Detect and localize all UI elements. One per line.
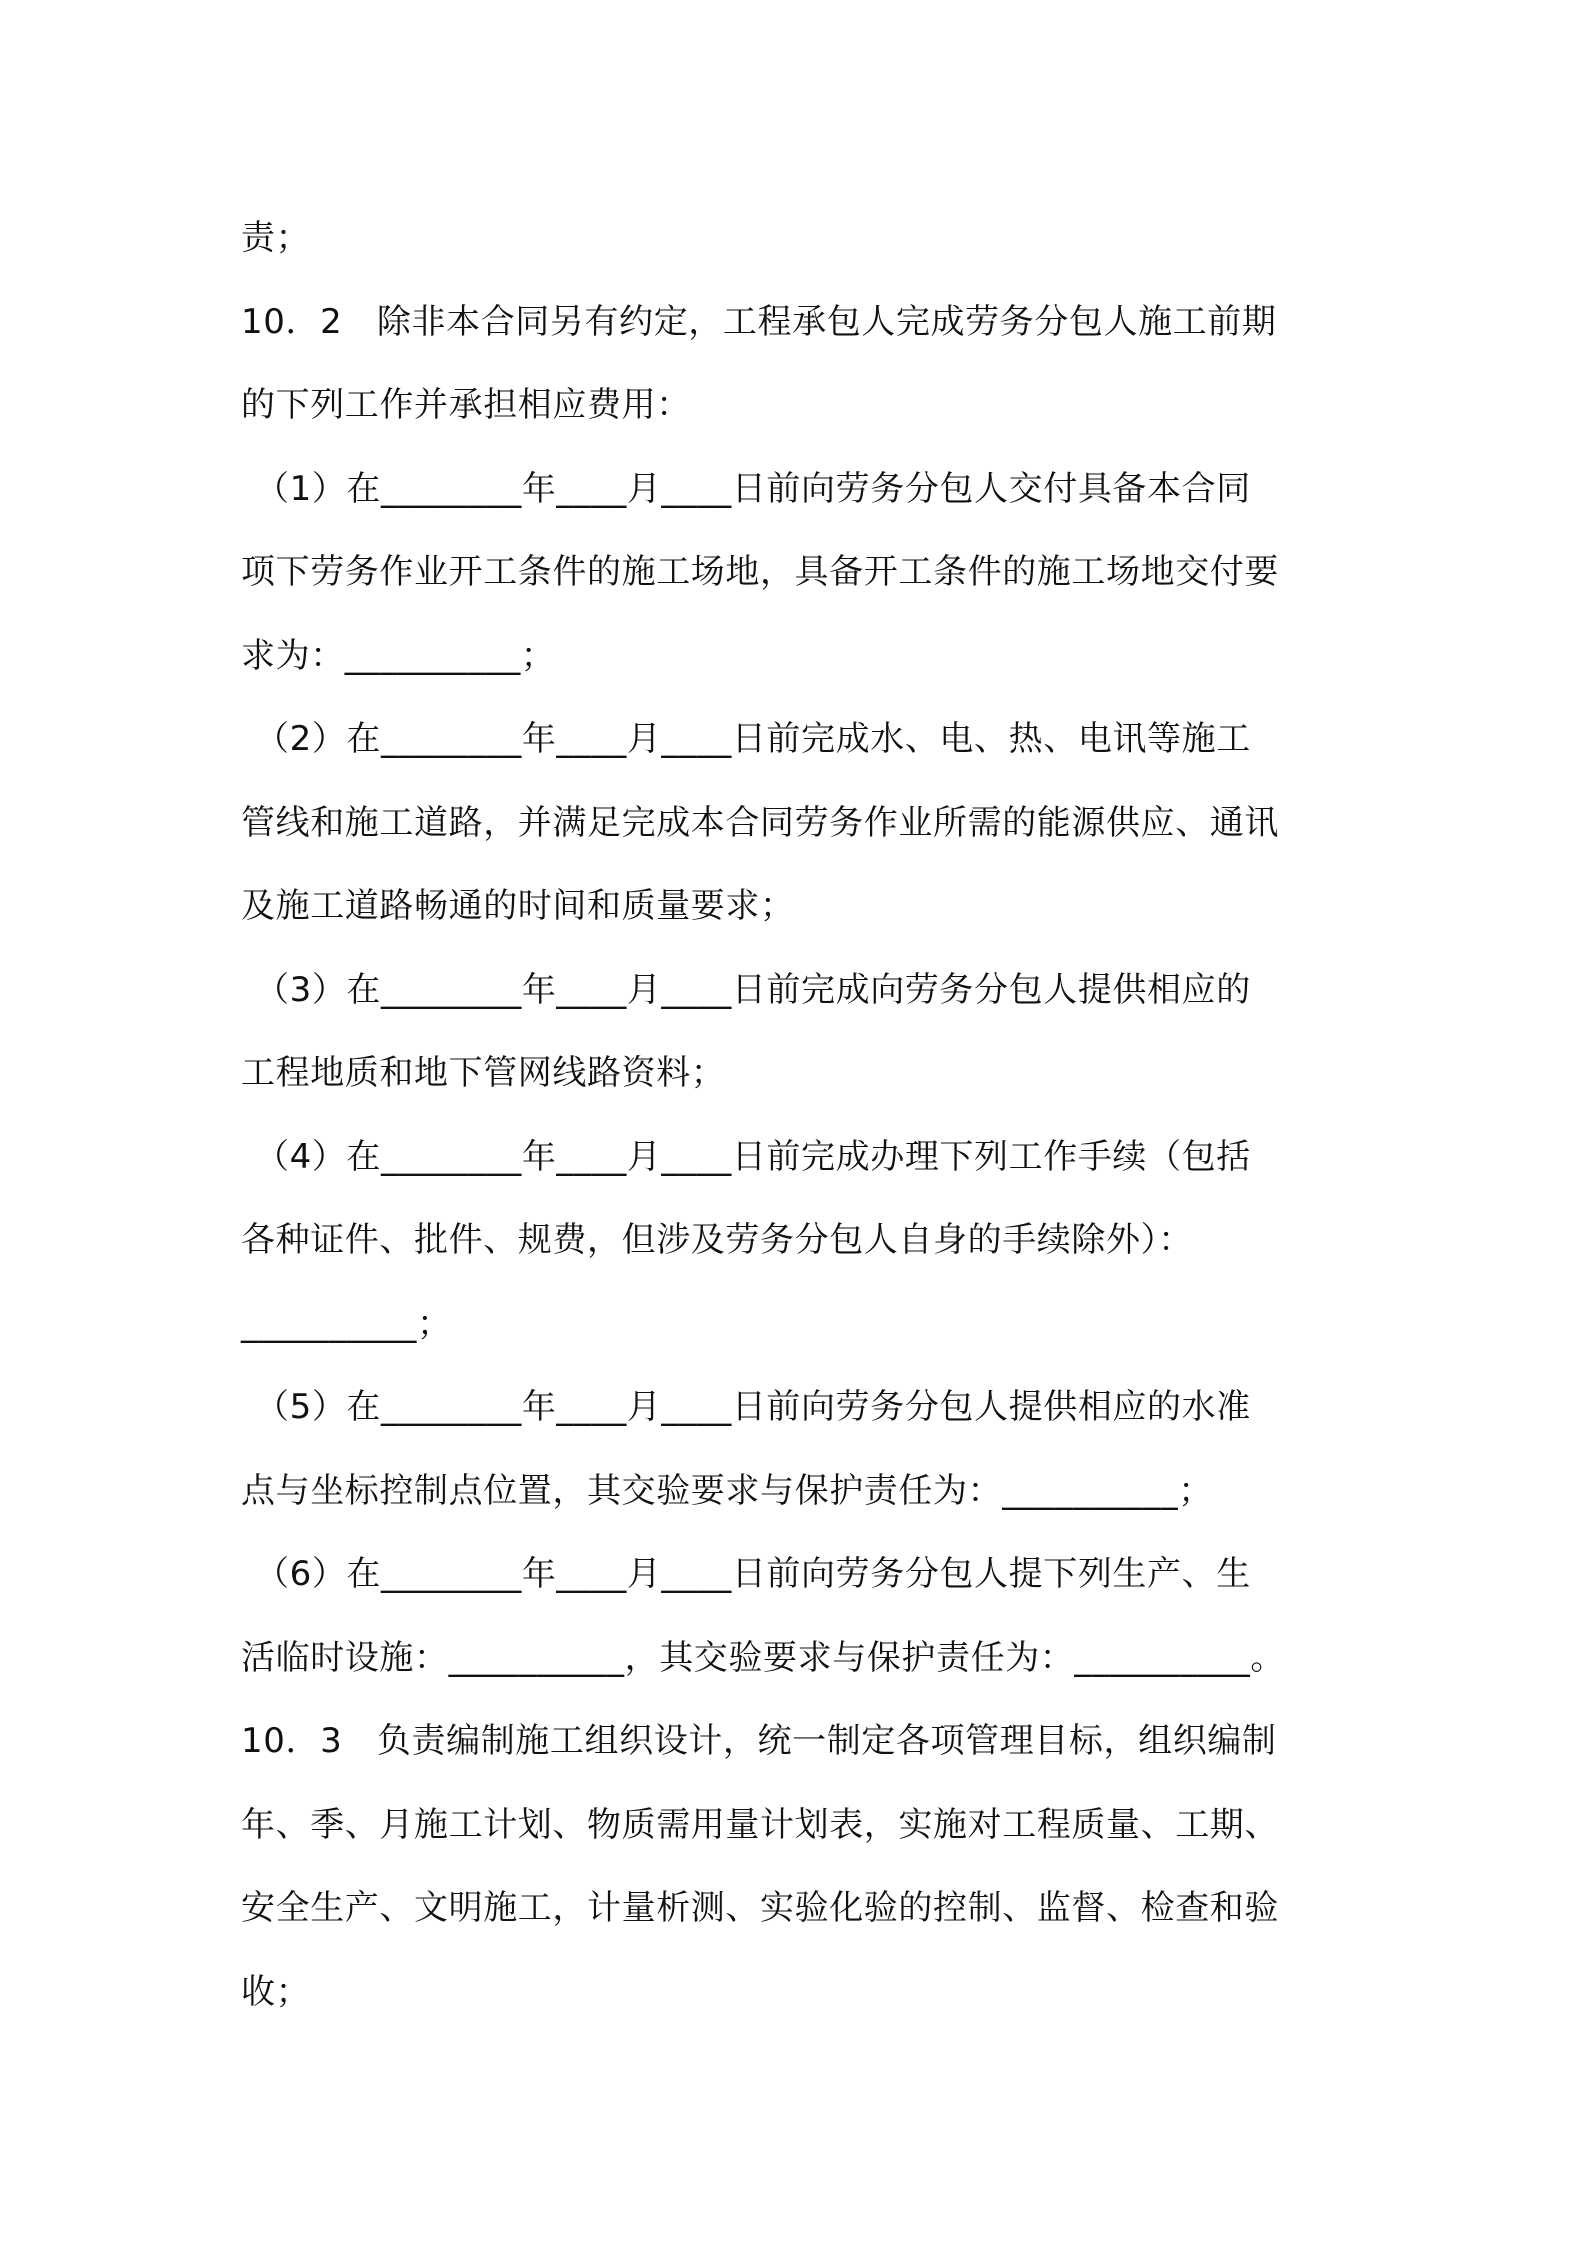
item-1-line: （1）在________年____月____日前向劳务分包人交付具备本合同 [255,468,1251,509]
item-4-line: （4）在________年____月____日前完成办理下列工作手续（包括 [255,1136,1251,1177]
text-line: __________； [241,1303,452,1344]
item-3-line: （3）在________年____月____日前完成向劳务分包人提供相应的 [255,969,1251,1010]
text-line: 年、季、月施工计划、物质需用量计划表，实施对工程质量、工期、 [241,1804,1279,1845]
text-line: 工程地质和地下管网线路资料； [241,1053,726,1093]
text-line: 求为：__________； [241,635,556,676]
clause-10-2-heading-line: 10．2 除非本合同另有约定，工程承包人完成劳务分包人施工前期 [241,301,1277,342]
item-5-line: （5）在________年____月____日前向劳务分包人提供相应的水准 [255,1387,1251,1427]
text-line: 责； [241,218,311,258]
item-6-line: （6）在________年____月____日前向劳务分包人提下列生产、生 [255,1554,1251,1594]
text-line: 各种证件、批件、规费，但涉及劳务分包人自身的手续除外）： [241,1220,1193,1260]
text-line: 项下劳务作业开工条件的施工场地，具备开工条件的施工场地交付要 [241,552,1279,592]
text-line: 点与坐标控制点位置，其交验要求与保护责任为：__________； [241,1470,1213,1511]
item-2-line: （2）在________年____月____日前完成水、电、热、电讯等施工 [255,719,1251,759]
text-line: 安全生产、文明施工，计量析测、实验化验的控制、监督、检查和验 [241,1888,1279,1928]
text-line: 管线和施工道路，并满足完成本合同劳务作业所需的能源供应、通讯 [241,802,1279,843]
text-line: 及施工道路畅通的时间和质量要求； [241,886,795,926]
text-line: 收； [241,1971,311,2012]
text-line: 活临时设施：__________，其交验要求与保护责任为：__________。 [241,1637,1285,1678]
contract-body-text [241,197,1361,2034]
clause-10-3-heading-line: 10．3 负责编制施工组织设计，统一制定各项管理目标，组织编制 [241,1721,1277,1761]
text-line: 的下列工作并承担相应费用： [241,385,691,425]
